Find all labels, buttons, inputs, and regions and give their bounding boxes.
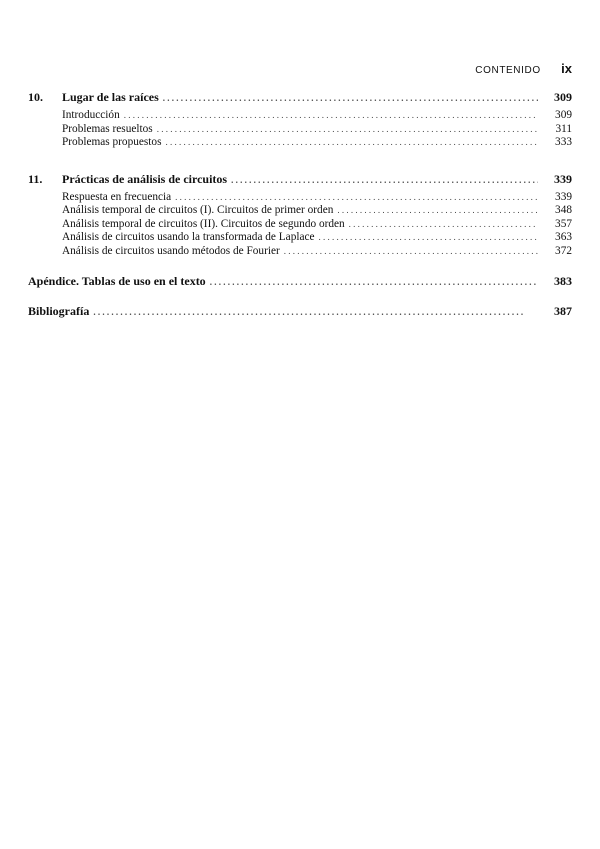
leader-dots (165, 136, 538, 149)
section-page: 348 (555, 204, 572, 217)
toc-section[interactable] (28, 218, 572, 231)
bibliography-title: Bibliografía (28, 304, 90, 319)
section-title: Análisis temporal de circuitos (II). Circuitos de segundo orden (62, 217, 345, 230)
toc-chapter-10[interactable] (28, 91, 572, 104)
leader-dots (124, 109, 538, 122)
toc-section[interactable] (28, 231, 572, 244)
leader-dots (157, 123, 538, 136)
leader-dots (319, 231, 538, 244)
leader-dots (284, 245, 538, 258)
toc-section[interactable] (28, 204, 572, 217)
header-page-number: ix (561, 61, 572, 76)
section-title: Análisis de circuitos usando métodos de Fourier (62, 244, 280, 257)
chapter-title: Lugar de las raíces (62, 90, 159, 104)
toc-chapter-11[interactable] (28, 173, 572, 186)
leader-dots (163, 92, 538, 105)
section-title: Respuesta en frecuencia (62, 190, 172, 203)
toc-section[interactable] (28, 109, 572, 122)
chapter-number: 11. (28, 171, 43, 186)
leader-dots (349, 218, 538, 231)
leader-dots (93, 306, 538, 319)
section-title: Problemas propuestos (62, 136, 162, 149)
appendix-page: 383 (554, 273, 572, 288)
section-title: Análisis temporal de circuitos (I). Circuitos de primer orden (62, 204, 334, 217)
section-title: Análisis de circuitos usando la transformada de Laplace (62, 231, 315, 244)
section-title: Problemas resueltos (62, 122, 153, 135)
appendix-title: Apéndice. Tablas de uso en el texto (28, 273, 206, 288)
leader-dots (337, 204, 538, 217)
leader-dots (210, 276, 538, 289)
chapter-page: 309 (554, 90, 572, 104)
chapter-title: Prácticas de análisis de circuitos (62, 171, 228, 186)
leader-dots (175, 191, 538, 204)
header-label: CONTENIDO (475, 65, 541, 76)
chapter-page: 339 (554, 171, 572, 186)
running-header (28, 60, 572, 78)
section-page: 333 (555, 136, 572, 149)
leader-dots (231, 174, 538, 187)
toc-section[interactable] (28, 123, 572, 136)
section-page: 363 (555, 231, 572, 244)
section-page: 309 (555, 109, 572, 122)
section-page: 311 (555, 122, 572, 135)
section-page: 339 (555, 190, 572, 203)
section-page: 357 (555, 217, 572, 230)
chapter-number: 10. (28, 90, 43, 104)
table-of-contents (28, 91, 572, 319)
toc-section[interactable] (28, 136, 572, 149)
toc-appendix[interactable] (28, 275, 572, 288)
section-page: 372 (555, 244, 572, 257)
toc-section[interactable] (28, 191, 572, 204)
section-title: Introducción (62, 109, 120, 122)
toc-bibliography[interactable] (28, 305, 572, 318)
bibliography-page: 387 (554, 304, 572, 319)
toc-section[interactable] (28, 245, 572, 258)
